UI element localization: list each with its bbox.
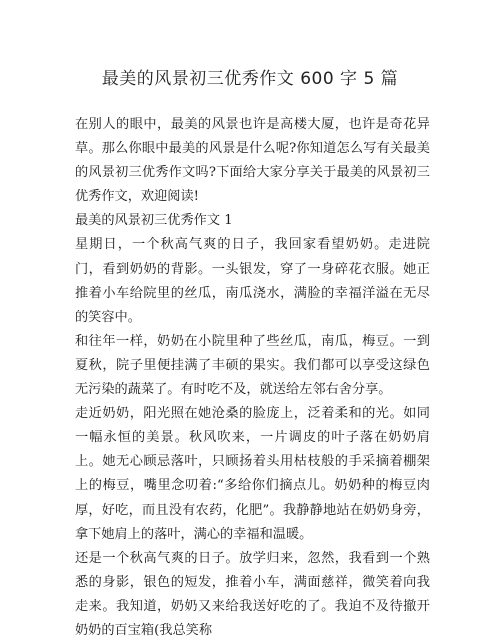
body-paragraph: 星期日，一个秋高气爽的日子，我回家看望奶奶。走进院门，看到奶奶的背影。一头银发，穿了一身碎花衣服。她正推着小车给院里的丝瓜，南瓜浇水，满脸的幸福洋溢在无尽的笑容中。 bbox=[75, 237, 430, 325]
intro-paragraph: 在别人的眼中，最美的风景也许是高楼大厦，也许是奇花异草。那么你眼中最美的风景是什么呢?你知道怎么写有关最美的风景初三优秀作文吗?下面给大家分享关于最美的风景初三优秀作文，欢迎阅读! bbox=[75, 117, 430, 205]
body-paragraph: 和往年一样，奶奶在小院里种了些丝瓜，南瓜，梅豆。一到夏秋，院子里便挂满了丰硕的果实。我们都可以享受这绿色无污染的蔬菜了。有时吃不及，就送给左邻右舍分享。 bbox=[75, 333, 430, 398]
document-title: 最美的风景初三优秀作文 600 字 5 篇 bbox=[101, 69, 399, 89]
article-body bbox=[75, 113, 430, 643]
body-paragraph: 还是一个秋高气爽的日子。放学归来，忽然，我看到一个熟悉的身影，银色的短发，推着小车，满面慈祥，微笑着向我走来。我知道，奶奶又来给我送好吃的了。我迫不及待撤开奶奶的百宝箱(我总笑称 bbox=[75, 550, 430, 638]
essay-subheading: 最美的风景初三优秀作文 1 bbox=[75, 213, 233, 229]
body-paragraph: 走近奶奶，阳光照在她沧桑的脸庞上，泛着柔和的光。如同一幅永恒的美景。秋风吹来，一片调皮的叶子落在奶奶肩上。她无心顾忌落叶，只顾扬着头用枯枝般的手采摘着棚架上的梅豆，嘴里念叨着:“多给你们摘点儿。奶奶种的梅豆肉厚，好吃，而且没有农药，化肥”。我静静地站在奶奶身旁，拿下她肩上的落叶，满心的幸福和温暖。 bbox=[75, 406, 430, 542]
